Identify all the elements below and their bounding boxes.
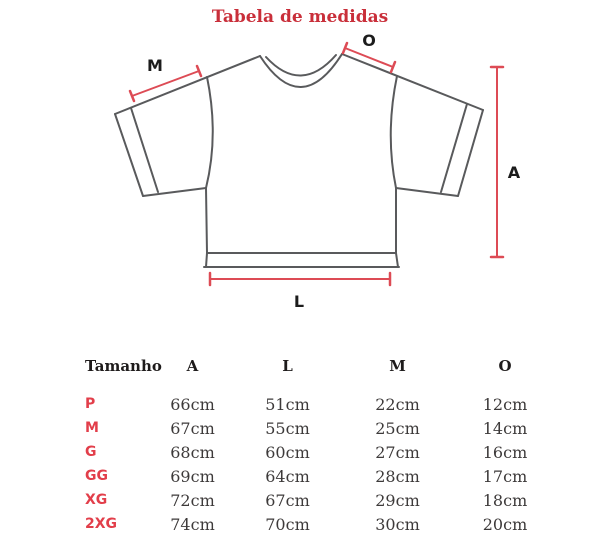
measurement-value: 14cm bbox=[482, 418, 528, 438]
collar-inner-arc bbox=[266, 55, 336, 76]
measurement-value: 74cm bbox=[170, 514, 215, 534]
measurement-value: 25cm bbox=[375, 418, 420, 438]
column-header-a: A bbox=[186, 357, 199, 375]
column-header-m: M bbox=[389, 357, 406, 375]
column-header-tamanho: Tamanho bbox=[85, 357, 162, 375]
measurement-value: 28cm bbox=[375, 466, 420, 486]
right-shoulder-line bbox=[342, 54, 483, 110]
table-row-2xg bbox=[85, 512, 565, 536]
measure-label-m: M bbox=[147, 56, 163, 75]
measurement-value: 16cm bbox=[482, 442, 528, 462]
measurement-value: 72cm bbox=[170, 490, 215, 510]
measure-label-l: L bbox=[293, 292, 305, 311]
collar-outer-arc bbox=[260, 54, 342, 87]
page-title: Tabela de medidas bbox=[211, 7, 389, 27]
size-table bbox=[85, 354, 565, 536]
measurement-lines bbox=[130, 43, 503, 285]
size-label: 2XG bbox=[85, 516, 118, 532]
left-shoulder-line bbox=[115, 56, 260, 114]
hem-left-edge bbox=[206, 253, 207, 267]
measurement-value: 60cm bbox=[265, 442, 310, 462]
measurement-value: 69cm bbox=[170, 466, 215, 486]
measurement-value: 30cm bbox=[375, 514, 420, 534]
left-sleeve-bottom bbox=[143, 188, 206, 196]
table-row-xg bbox=[85, 488, 565, 512]
left-sleeve-cuff-line bbox=[131, 108, 158, 192]
left-armhole-curve bbox=[206, 77, 213, 188]
right-sleeve-bottom bbox=[396, 188, 458, 196]
column-header-l: L bbox=[282, 357, 293, 375]
tshirt-size-diagram bbox=[0, 30, 600, 348]
measurement-value: 17cm bbox=[482, 466, 528, 486]
measurement-value: 20cm bbox=[482, 514, 528, 534]
table-row-p bbox=[85, 392, 565, 416]
measurement-value: 29cm bbox=[375, 490, 420, 510]
measurement-value: 51cm bbox=[265, 394, 310, 414]
measurement-value: 22cm bbox=[375, 394, 420, 414]
measurement-value: 27cm bbox=[375, 442, 420, 462]
left-sleeve-end bbox=[115, 114, 143, 196]
size-label: M bbox=[85, 420, 99, 436]
tshirt-outline bbox=[115, 54, 483, 267]
right-armhole-curve bbox=[391, 76, 397, 188]
measure-label-o: O bbox=[362, 31, 376, 50]
size-label: G bbox=[85, 444, 97, 460]
measurement-value: 67cm bbox=[265, 490, 310, 510]
hem-right-edge bbox=[396, 253, 398, 267]
table-row-gg bbox=[85, 464, 565, 488]
left-body-side bbox=[206, 188, 207, 253]
table-header-row bbox=[85, 354, 565, 378]
size-label: XG bbox=[85, 492, 108, 508]
measurement-value: 68cm bbox=[170, 442, 215, 462]
measurement-value: 67cm bbox=[170, 418, 215, 438]
measurement-value: 70cm bbox=[265, 514, 310, 534]
measurement-value: 18cm bbox=[482, 490, 528, 510]
measurement-value: 64cm bbox=[265, 466, 310, 486]
measurement-value: 12cm bbox=[482, 394, 528, 414]
size-label: P bbox=[85, 396, 96, 412]
measure-label-a: A bbox=[507, 163, 521, 182]
measurement-value: 55cm bbox=[265, 418, 310, 438]
table-row-m bbox=[85, 416, 565, 440]
column-header-o: O bbox=[498, 357, 512, 375]
measurement-value: 66cm bbox=[170, 394, 215, 414]
size-label: GG bbox=[85, 468, 108, 484]
table-row-g bbox=[85, 440, 565, 464]
